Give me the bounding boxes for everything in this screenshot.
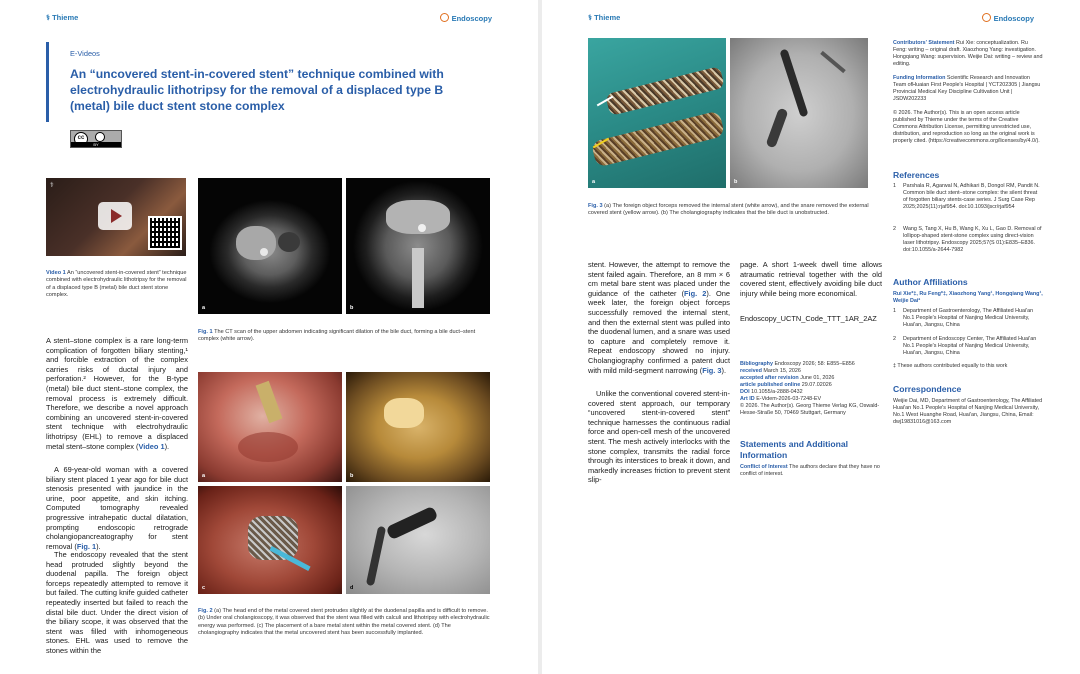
affiliation-item-1: 1 Department of Gastroenterology, The Affiliated Huai'an No.1 People's Hospital of Nanjing Medical University, Huai'an, Jiangsu, China xyxy=(893,308,1034,328)
correspondence-heading: Correspondence xyxy=(893,384,962,394)
video-thumbnail[interactable] xyxy=(46,178,186,256)
statements-heading: Statements and Additional Information xyxy=(740,439,849,460)
panel-label-a: a xyxy=(202,473,206,479)
panel-label-a: a xyxy=(592,179,596,185)
reference-item-2: 2 Wang S, Tang X, Hu B, Wang K, Xu L, Gao D. Removal of lollipop-shaped stent-stone complex using direct-vision laser lithotripsy. Endoscopy 2025;57(S 01):E835–E836. doi:10.1055/a-2644-7982 xyxy=(893,226,1042,253)
article-title: An “uncovered stent-in-covered stent” technique combined with electrohydraulic lithotripsy for the removal of a displaced type B (metal) bile duct stent stone complex xyxy=(70,67,444,113)
fig3b-cholangiography-image xyxy=(730,38,868,188)
body-column-1: stent. However, the attempt to remove the stent failed again. Therefore, an 8 mm × 6 cm metal bare stent was placed under the guidance of the catheter (Fig. 2). One week later, the foreign object forceps successfully removed the internal stent, and then the external stent was pulled into the duodenal lumen, and a snare was used to capture and completely remove it. Repeat endoscopy showed no injury. Cholangiography confirmed a patent duct with mild mild-segment narrowing (Fig. 3). xyxy=(588,260,730,375)
fig3a-removed-stents-image xyxy=(588,38,726,188)
by-person-icon xyxy=(95,132,105,142)
biblio-row: accepted after revision June 01, 2026 xyxy=(740,375,835,381)
video-play-icon xyxy=(98,202,132,230)
license-by-label: BY xyxy=(71,142,121,147)
panel-label-b: b xyxy=(350,473,354,479)
bibliography-block xyxy=(740,361,882,417)
biblio-copyright: © 2026. The Author(s). Georg Thieme Verlag KG, Oswald-Hesse-Straße 50, 70469 Stuttgart, Germany xyxy=(740,403,880,416)
affiliation-item-2: 2 Department of Endoscopy Center, The Affiliated Huai'an No.1 People's Hospital of Nanjing Medical University, Huai'an, Jiangsu, China xyxy=(893,336,1037,356)
biblio-row: DOI 10.1055/a-2888-0432 xyxy=(740,389,803,395)
panel-label-b: b xyxy=(734,179,738,185)
reference-item-1: 1 Parshala R, Agarwal N, Adhikari B, Dongol RM, Pandit N. Common bile duct stent–stone complex: the silent threat of forgotten biliary stents-case series. J Surg Case Rep 2025;2025(11):rjaf954. doi:10.1093/jscr/rjaf954 xyxy=(893,183,1040,210)
body-paragraph-2: A 69-year-old woman with a covered biliary stent placed 1 year ago for bile duct stenosis presented with jaundice in the urine, poor appetite, and skin itching. Computed tomography revealed progressive intrahepatic ductal dilatation, prompting endoscopic retrograde cholangiopancreatography for stent removal (Fig. 1). xyxy=(46,465,188,551)
fig1-reference-link[interactable]: Fig. 1 xyxy=(76,541,97,551)
publisher-header: ⚕ Thieme xyxy=(46,13,79,22)
biblio-row: Bibliography Endoscopy 2026; 58: E855–E856 xyxy=(740,361,855,367)
fig3-caption: Fig. 3 (a) The foreign object forceps removed the internal stent (white arrow), and the snare removed the external covered stent (yellow arrow). (b) The cholangiography indicates that the bile duct is unobstructed. xyxy=(588,203,869,217)
contributors-statement: Contributors' Statement Rui Xie: conceptualization. Ru Feng: writing – original draft. Xiaozhong Yang: investigation. Hongqiang Wang: supervision. Weijie Dai: writing – review and editing. xyxy=(893,40,1043,67)
video-caption: Video 1 An “uncovered stent-in-covered stent” technique combined with electrohydraulic lithotripsy for the removal of a displaced type B (metal) bile duct stent stone complex. xyxy=(46,270,187,299)
authors-line: Rui Xie*‡, Ru Feng*‡, Xiaozhong Yang¹, Hongqiang Wang¹, Weijie Dai² xyxy=(893,291,1043,304)
cc-icon: cc xyxy=(74,132,88,146)
fig2d-cholangiography-image xyxy=(346,486,490,594)
panel-label-b: b xyxy=(350,305,354,311)
left-page xyxy=(0,0,538,674)
qr-code-icon xyxy=(148,216,182,250)
video-reference-link[interactable]: Video 1 xyxy=(138,441,165,451)
panel-label-c: c xyxy=(202,585,206,591)
journal-header: Endoscopy xyxy=(982,13,1034,23)
body-paragraph-1: A stent–stone complex is a rare long-term complication of forgotten biliary stenting,¹ and forcible extraction of the complex carries risks of ductal injury and perforation.² However, for the B-type (metal) bile duct stent–stone complex, the removal process is extremely difficult. Therefore, we describe a novel approach combining an uncovered stent-in-covered stent technique with electrohydraulic lithotripsy (EHL) to remove a displaced metal stent–stone complex (Video 1). xyxy=(46,336,188,451)
fig2-reference-link[interactable]: Fig. 2 xyxy=(684,288,707,298)
open-access-copyright: © 2026. The Author(s). This is an open access article published by Thieme under the terms of the Creative Commons Attribution License, permitting unrestricted use, distribution, and reproduction so long as the original work is properly cited. (https://creativecommons.org/licenses/by/4.0/). xyxy=(893,110,1040,144)
thieme-logo-icon: ⚕ xyxy=(46,13,51,22)
biblio-row: received March 15, 2026 xyxy=(740,368,801,374)
publisher-header: ⚕ Thieme xyxy=(588,13,621,22)
references-heading: References xyxy=(893,170,940,180)
conflict-of-interest: Conflict of Interest The authors declare that they have no conflict of interest. xyxy=(740,464,880,477)
video-code: Endoscopy_UCTN_Code_TTT_1AR_2AZ xyxy=(740,314,877,323)
affiliations-heading: Author Affiliations xyxy=(893,277,968,287)
fig2a-endoscopy-image xyxy=(198,372,342,482)
fig2c-endoscopy-stent-image xyxy=(198,486,342,594)
fig1b-ct-image xyxy=(346,178,490,314)
biblio-row: article published online 29.07.02026 xyxy=(740,382,832,388)
fig1a-ct-image xyxy=(198,178,342,314)
journal-header: Endoscopy xyxy=(440,13,492,23)
body-column-1-para2: Unlike the conventional covered stent-in-covered stent approach, our temporary “uncovered stent-in-covered stent” technique harnesses the continuous radial force and open-cell mesh of the uncovered stent. The mesh actively interlocks with the stone complex, transmits the radial force through its interstices to break it down, and markedly increases friction to prevent stent slip- xyxy=(588,389,730,485)
cc-license-badge[interactable] xyxy=(70,130,122,148)
thieme-watermark-icon: ⚕ xyxy=(50,182,54,189)
title-bar xyxy=(46,42,49,122)
panel-label-d: d xyxy=(350,585,354,591)
fig3-reference-link[interactable]: Fig. 3 xyxy=(702,365,722,375)
section-label: E-Videos xyxy=(70,49,100,58)
thieme-logo-icon: ⚕ xyxy=(588,13,593,22)
fig2b-cholangioscopy-image xyxy=(346,372,490,482)
endoscopy-logo-icon xyxy=(982,13,991,22)
body-column-2: page. A short 1-week dwell time allows atraumatic retrieval together with the old covered stent, effectively avoiding bile duct injury while being more economical. xyxy=(740,260,882,298)
fig1-caption: Fig. 1 The CT scan of the upper abdomen indicating significant dilation of the bile duct, forming a bile duct–stent complex (white arrow). xyxy=(198,329,476,343)
funding-information: Funding Information Scientific Research and Innovation Team ofHuaian First People's Hospital | YCT202305 | Jiangsu Provincial Medical Key Discipline Cultivation Unit | JSDW202233 xyxy=(893,75,1041,102)
endoscopy-logo-icon xyxy=(440,13,449,22)
fig2-caption: Fig. 2 (a) The head end of the metal covered stent protrudes slightly at the duodenal papilla and is difficult to remove. (b) Under oral cholangioscopy, it was observed that the stent was filled with calculi and lithotripsy with electrohydraulic energy was performed. (c) The placement of a bare metal stent within the metal covered stent. (d) The cholangiography indicates that the metal uncovered stent has been successfully implanted. xyxy=(198,608,490,637)
equal-contribution-note: ‡ These authors contributed equally to this work xyxy=(893,363,1008,369)
correspondence-text: Weijie Dai, MD, Department of Gastroenterology, The Affiliated Huai'an No.1 People's Hospital of Nanjing Medical University, No.1 West Huanghe Road, Huai'an, Jiangsu, China, Email: dwj19831016@163.com xyxy=(893,398,1043,425)
body-paragraph-3: The endoscopy revealed that the stent head protruded slightly beyond the duodenal papilla. The foreign object forceps repeatedly attempted to remove it but failed. The cutting knife guided catheter repeatedly inserted but failed to reach the distal bile duct. Under the direct vision of the biliary scope, it was observed that the stent was filled with inhomogeneous stones. EHL was used to remove the stones within the xyxy=(46,550,188,655)
panel-label-a: a xyxy=(202,305,206,311)
biblio-row: Art ID E-Videm-2026-03-7248-EV xyxy=(740,396,822,402)
right-page xyxy=(542,0,1080,674)
